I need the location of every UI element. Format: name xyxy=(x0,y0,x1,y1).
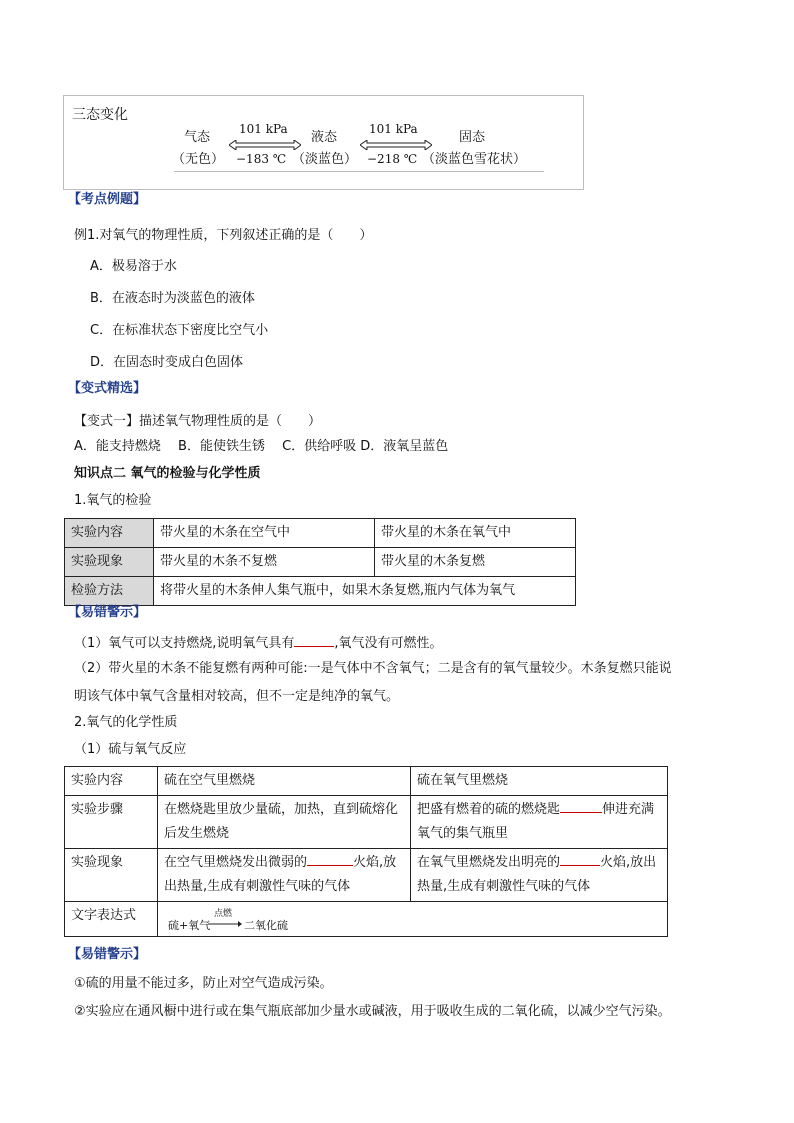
pressure-2: 101 kPa xyxy=(369,122,418,136)
example1-option-b: B．在液态时为淡蓝色的液体 xyxy=(90,291,255,306)
table-cell: 实验现象 xyxy=(65,548,154,577)
table-row xyxy=(65,548,576,577)
pressure-1: 101 kPa xyxy=(239,122,288,136)
equation-reactants: 硫+氧气 xyxy=(168,919,211,932)
double-arrow-icon xyxy=(229,140,301,150)
temperature-2: −218 ℃ xyxy=(367,152,418,166)
table-cell: 实验内容 xyxy=(65,767,158,796)
warning2-line2: ②实验应在通风橱中进行或在集气瓶底部加少量水或碱液，用于吸收生成的二氧化硫，以减少空气污染。 xyxy=(74,1004,671,1019)
table-cell: 硫在空气里燃烧 xyxy=(158,767,411,796)
warning-header-1: 【易错警示】 xyxy=(68,605,147,620)
table-cell: 实验现象 xyxy=(65,849,158,902)
table-cell: 在空气里燃烧发出微弱的 火焰,放出热量,生成有刺激性气味的气体 xyxy=(158,849,411,902)
warning-header-2: 【易错警示】 xyxy=(68,947,147,962)
kaodian-header: 【考点例题】 xyxy=(68,192,147,207)
fill-blank xyxy=(307,851,353,866)
warning1-line2: （2）带火星的木条不能复燃有两种可能:一是气体中不含氧气；二是含有的氧气量较少。木条复燃只能说 xyxy=(74,661,672,676)
example1-option-d: D．在固态时变成白色固体 xyxy=(90,355,244,370)
fill-blank xyxy=(560,798,602,813)
three-states-label: 三态变化 xyxy=(72,107,128,123)
liquid-state: 液态 xyxy=(311,130,338,145)
warning1-line1: （1）氧气可以支持燃烧,说明氧气具有 ,氧气没有可燃性。 xyxy=(74,632,443,653)
table-row xyxy=(65,577,576,606)
table-cell: 文字表达式 xyxy=(65,902,158,937)
equation-condition: 点燃 xyxy=(214,909,233,919)
warning1-line3: 明该气体中氧气含量相对较高，但不一定是纯净的氧气。 xyxy=(74,689,400,704)
subsection-1-title: （1）硫与氧气反应 xyxy=(74,742,187,757)
table-cell: 在燃烧匙里放少量硫，加热，直到硫熔化后发生燃烧 xyxy=(158,796,411,849)
equation-products: 二氧化硫 xyxy=(244,919,288,932)
section-2-title: 2.氧气的化学性质 xyxy=(74,715,178,730)
variant1-question: 【变式一】描述氧气物理性质的是（ ） xyxy=(74,414,322,429)
table-row xyxy=(65,849,668,902)
table-row xyxy=(65,767,668,796)
gas-color: （无色） xyxy=(172,152,225,167)
table-row xyxy=(65,902,668,937)
table-cell: 带火星的木条复燃 xyxy=(375,548,576,577)
fill-blank xyxy=(294,632,334,647)
variant1-options: A．能支持燃烧 B．能使铁生锈 C．供给呼吸 D．液氧呈蓝色 xyxy=(74,439,449,454)
warning2-line1: ①硫的用量不能过多，防止对空气造成污染。 xyxy=(74,976,333,991)
table-cell: 带火星的木条在氧气中 xyxy=(375,519,576,548)
table-cell: 实验步骤 xyxy=(65,796,158,849)
sulfur-oxygen-table xyxy=(64,766,668,937)
table-cell: 检验方法 xyxy=(65,577,154,606)
table-cell: 硫在氧气里燃烧 xyxy=(411,767,668,796)
word-equation-cell xyxy=(158,902,668,937)
example1-option-c: C．在标准状态下密度比空气小 xyxy=(90,323,269,338)
table-cell: 带火星的木条不复燃 xyxy=(154,548,375,577)
table-row xyxy=(65,796,668,849)
table-cell: 带火星的木条在空气中 xyxy=(154,519,375,548)
table-cell: 把盛有燃着的硫的燃烧匙 伸进充满氧气的集气瓶里 xyxy=(411,796,668,849)
table-cell: 将带火星的木条伸人集气瓶中，如果木条复燃,瓶内气体为氧气 xyxy=(154,577,576,606)
table-row xyxy=(65,519,576,548)
knowledge-point-2-title: 知识点二 氧气的检验与化学性质 xyxy=(74,466,261,481)
gas-state: 气态 xyxy=(184,130,211,145)
table-cell: 实验内容 xyxy=(65,519,154,548)
solid-color: （淡蓝色雪花状） xyxy=(422,152,527,167)
reaction-arrow-icon xyxy=(208,921,242,927)
divider xyxy=(174,171,544,172)
bianshi-header: 【变式精选】 xyxy=(68,381,147,396)
liquid-color: （淡蓝色） xyxy=(292,152,358,167)
table-cell: 在氧气里燃烧发出明亮的 火焰,放出热量,生成有刺激性气味的气体 xyxy=(411,849,668,902)
section-1-title: 1.氧气的检验 xyxy=(74,493,152,508)
temperature-1: −183 ℃ xyxy=(236,152,287,166)
example1-question: 例1.对氧气的物理性质，下列叙述正确的是（ ） xyxy=(74,228,373,243)
three-states-box xyxy=(63,95,584,190)
example1-option-a: A．极易溶于水 xyxy=(90,259,177,274)
fill-blank xyxy=(560,851,600,866)
solid-state: 固态 xyxy=(459,130,486,145)
oxygen-test-table xyxy=(64,518,576,606)
